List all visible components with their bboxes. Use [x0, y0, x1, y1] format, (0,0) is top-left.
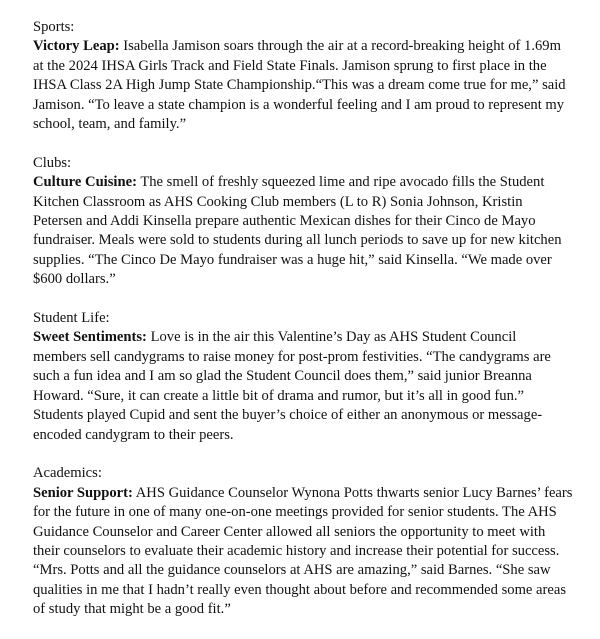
- document-body: [33, 18, 573, 639]
- section-label: Student Life:: [33, 310, 110, 327]
- caption-body: Isabella Jamison soars through the air at a record-breaking height of 1.69m at the 2024 IHSA Girls Track and Field State Finals. Jamison sprung to first place in the IHSA Class 2A High Jump State Championship.“This was a dream come true for me,” said Jamison. “To leave a state champion is a wonderful feeling and I am proud to represent my school, team, and family.”: [33, 38, 566, 133]
- section-label: Clubs:: [33, 154, 72, 171]
- section-label: Sports:: [33, 19, 75, 35]
- caption: [33, 328, 573, 444]
- section-student-life: [33, 309, 573, 445]
- section-clubs: [33, 154, 573, 290]
- caption-headline: Victory Leap:: [33, 38, 120, 55]
- section-label: Academics:: [33, 465, 102, 482]
- caption: [33, 173, 573, 289]
- caption-body: AHS Guidance Counselor Wynona Potts thwarts senior Lucy Barnes’ fears for the future in one of many one-on-one meetings provided for senior students. The AHS Guidance Counselor and Career Center allowed all seniors the opportunity to meet with their counselors to evaluate their academic history and increase their potential for success. “Mrs. Potts and all the guidance counselors at AHS are amazing,” said Barnes. “She saw qualities in me that I hadn’t really even thought about before and recommended some areas of study that might be a good fit.”: [33, 484, 573, 618]
- section-academics: [33, 464, 573, 619]
- caption: [33, 484, 573, 620]
- section-sports: [33, 18, 573, 134]
- caption-headline: Culture Cuisine:: [33, 174, 137, 191]
- caption-headline: Senior Support:: [33, 484, 133, 501]
- caption: [33, 37, 573, 134]
- caption-body: The smell of freshly squeezed lime and ripe avocado fills the Student Kitchen Classroom as AHS Cooking Club members (L to R) Sonia Johnson, Kristin Petersen and Addi Kinsella prepare authentic Mexican dishes for their Cinco de Mayo fundraiser. Meals were sold to students during all lunch periods to save up for new kitchen supplies. “The Cinco De Mayo fundraiser was a huge hit,” said Kinsella. “We made over $600 dollars.”: [33, 174, 562, 288]
- caption-body: Love is in the air this Valentine’s Day as AHS Student Council members sell candygrams to raise money for post-prom festivities. “The candygrams are such a fun idea and I am so glad the Student Council does them,” said junior Breanna Howard. “Sure, it can create a little bit of drama and rumor, but it’s all in good fun.” Students played Cupid and sent the buyer’s choice of either an anonymous or message-encoded candygram to their peers.: [33, 329, 551, 443]
- caption-headline: Sweet Sentiments:: [33, 329, 147, 346]
